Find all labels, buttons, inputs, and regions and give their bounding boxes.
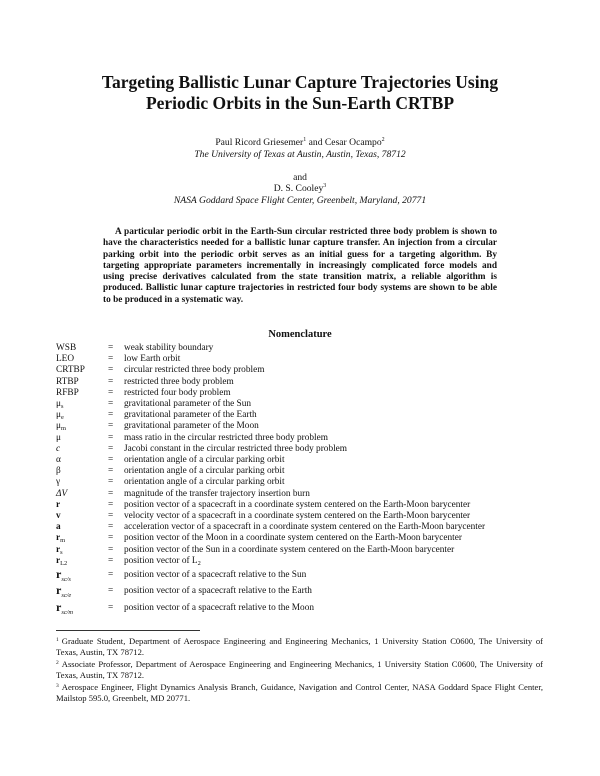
nom-symbol-base: r: [56, 599, 62, 614]
nom-description: position vector of a spacecraft in a coordinate system centered on the Earth-Moon barycenter: [124, 499, 471, 510]
nom-symbol-base: μ: [56, 399, 61, 410]
nom-symbol-base: μ: [56, 410, 61, 421]
nomenclature-row: [56, 489, 485, 500]
footnote-text: Aerospace Engineer, Flight Dynamics Analysis Branch, Guidance, Navigation and Control Center, NASA Goddard Space Flight Center, Mailstop 595.0, Greenbelt, MD 20771.: [56, 682, 543, 703]
nom-symbol: v: [56, 511, 61, 522]
nom-equals: =: [108, 410, 114, 421]
footnotes: [56, 636, 543, 705]
nom-equals: =: [108, 533, 114, 544]
nom-equals: =: [108, 343, 114, 353]
and-separator: and: [293, 172, 307, 183]
nom-symbol-base: r: [56, 566, 62, 581]
nom-equals: =: [108, 544, 114, 555]
nom-description: position vector of a spacecraft relative to the Earth: [124, 586, 312, 597]
nom-symbol: [56, 410, 108, 421]
nomenclature-row: [56, 365, 485, 376]
nom-description: gravitational parameter of the Moon: [124, 421, 259, 432]
footnote-mark: 3: [56, 683, 59, 690]
footnote-text: Graduate Student, Department of Aerospace Engineering and Engineering Mechanics, 1 University Station C0600, The University of Texas, Austin, TX 78712.: [56, 636, 543, 657]
nomenclature-row: [56, 455, 485, 466]
nom-description: gravitational parameter of the Earth: [124, 410, 257, 421]
nomenclature-row: [56, 584, 485, 601]
nom-description: magnitude of the transfer trajectory insertion burn: [124, 488, 310, 499]
nom-description: [124, 556, 485, 567]
nom-equals: =: [108, 387, 114, 398]
nom-equals: =: [108, 477, 114, 488]
nom-symbol: [56, 545, 108, 556]
nom-symbol: [56, 533, 108, 544]
nom-description: restricted three body problem: [124, 376, 234, 387]
nomenclature-row: [56, 377, 485, 388]
nom-equals: =: [108, 354, 114, 365]
paper-title: [60, 72, 540, 114]
nom-description-text: position vector of L: [124, 555, 198, 566]
footnote: [56, 636, 543, 658]
nom-symbol-base: r: [56, 544, 61, 555]
nom-description: gravitational parameter of the Sun: [124, 399, 252, 410]
affiliation-1: The University of Texas at Austin, Austin, Texas, 78712: [194, 149, 406, 160]
nom-description: mass ratio in the circular restricted three body problem: [124, 432, 328, 443]
nom-description: circular restricted three body problem: [124, 365, 265, 376]
author-mark-3: 3: [323, 183, 327, 189]
nom-description: position vector of a spacecraft relative to the Moon: [124, 602, 315, 613]
nom-symbol: [56, 421, 108, 432]
nom-equals: =: [108, 602, 114, 613]
nom-equals: =: [108, 522, 114, 533]
nom-equals: =: [108, 455, 114, 466]
nomenclature-row: [56, 399, 485, 410]
nom-equals: =: [108, 365, 114, 376]
nom-description: orientation angle of a circular parking orbit: [124, 466, 285, 477]
nom-equals: =: [108, 432, 114, 443]
nom-symbol: [56, 399, 108, 410]
author-name-1: Paul Ricord Griesemer: [215, 137, 304, 148]
nom-symbol-sub: L2: [60, 559, 68, 567]
nomenclature-row: [56, 522, 485, 533]
nom-symbol-base: r: [56, 533, 61, 544]
nomenclature-row: [56, 343, 485, 354]
nom-symbol-sub: m: [60, 537, 66, 545]
nom-equals: =: [108, 443, 114, 454]
nom-symbol-sub: s: [60, 548, 63, 556]
nom-description: low Earth orbit: [124, 354, 181, 365]
nomenclature-row: [56, 354, 485, 365]
nomenclature-row: [56, 545, 485, 556]
nomenclature-row: [56, 388, 485, 399]
nom-symbol: [56, 556, 108, 567]
nomenclature-row: [56, 511, 485, 522]
nom-description: position vector of the Sun in a coordinate system centered on the Earth-Moon barycenter: [124, 544, 455, 555]
nom-description: velocity vector of a spacecraft in a coordinate system centered on the Earth-Moon barycenter: [124, 511, 471, 522]
nom-symbol: LEO: [56, 354, 75, 365]
nom-symbol: a: [56, 522, 61, 533]
nomenclature-row: [56, 556, 485, 567]
author-line-1: [0, 137, 600, 148]
nom-equals: =: [108, 511, 114, 522]
nom-description: position vector of a spacecraft relative to the Sun: [124, 569, 307, 580]
author-name-3: D. S. Cooley: [273, 183, 324, 194]
nomenclature-row: [56, 410, 485, 421]
author-mark-1: 1: [303, 137, 307, 143]
nom-symbol: μ: [56, 432, 61, 443]
nom-equals: =: [108, 466, 114, 477]
nomenclature-row: [56, 600, 485, 617]
nomenclature-row: [56, 466, 485, 477]
footnote: [56, 682, 543, 704]
nom-equals: =: [108, 555, 114, 566]
nom-equals: =: [108, 421, 114, 432]
nom-equals: =: [108, 586, 114, 597]
nom-description: Jacobi constant in the circular restricted three body problem: [124, 443, 348, 454]
footnote-text: Associate Professor, Department of Aerospace Engineering and Engineering Mechanics, 1 University Station C0600, The University of Texas, Austin, TX 78712.: [56, 659, 543, 680]
nom-symbol-base: r: [56, 555, 61, 566]
nom-symbol-base: μ: [56, 421, 61, 432]
footnote-mark: 1: [56, 637, 59, 643]
nom-description: restricted four body problem: [124, 387, 231, 398]
nom-symbol-sub: sc/m: [61, 608, 74, 616]
nom-symbol-sub: m: [60, 425, 66, 433]
nom-symbol: γ: [56, 477, 61, 488]
nom-equals: =: [108, 569, 114, 580]
nom-equals: =: [108, 399, 114, 410]
nomenclature-heading: Nomenclature: [268, 329, 332, 340]
nom-symbol: [56, 600, 108, 617]
nomenclature-row: [56, 444, 485, 455]
nomenclature-row: [56, 477, 485, 488]
footnote-divider: [56, 630, 200, 631]
affiliation-2: NASA Goddard Space Flight Center, Greenbelt, Maryland, 20771: [173, 195, 427, 206]
nom-symbol: r: [56, 499, 61, 510]
abstract: A particular periodic orbit in the Earth-Sun circular restricted three body problem is shown to have the characteristics needed for a ballistic lunar capture transfer. An injection from a circular parking orbit into the periodic orbit serves as an initial guess for a targeting algorithm. By targeting appropriate parameters incrementally in increasingly complicated force models and using precise derivatives calculated from the state transition matrix, a reliable algorithm is produced. Ballistic lunar capture trajectories in restricted four body systems are shown to be able to be produced in a systematic way.: [103, 227, 497, 305]
title-line-2: Periodic Orbits in the Sun-Earth CRTBP: [145, 93, 455, 113]
nom-symbol: ΔV: [56, 488, 68, 499]
nom-symbol-sub: e: [60, 414, 64, 422]
nomenclature-table: [56, 343, 485, 617]
nom-description-sub: 2: [197, 559, 201, 567]
nom-symbol: α: [56, 455, 61, 466]
nom-symbol: c: [56, 443, 61, 454]
nom-description: position vector of the Moon in a coordinate system centered on the Earth-Moon barycenter: [124, 533, 462, 544]
nom-symbol: RTBP: [56, 376, 79, 387]
nomenclature-row: [56, 433, 485, 444]
nom-equals: =: [108, 376, 114, 387]
nom-symbol: WSB: [56, 343, 77, 353]
author-conj: and: [306, 137, 325, 148]
nom-symbol-sub: sc/e: [61, 592, 72, 600]
nom-symbol: [56, 567, 108, 584]
nomenclature-row: [56, 533, 485, 544]
nom-symbol: [56, 584, 108, 601]
nom-equals: =: [108, 499, 114, 510]
author-name-2: Cesar Ocampo: [324, 137, 382, 148]
nomenclature-row: [56, 421, 485, 432]
nom-description: weak stability boundary: [124, 343, 214, 353]
author-line-3: [0, 183, 600, 194]
nom-symbol: RFBP: [56, 387, 79, 398]
footnote: [56, 659, 543, 681]
nom-symbol: β: [56, 466, 61, 477]
nomenclature-row: [56, 500, 485, 511]
nom-description: acceleration vector of a spacecraft in a coordinate system centered on the Earth-Moon barycenter: [124, 522, 486, 533]
nom-symbol: CRTBP: [56, 365, 85, 376]
nomenclature-row: [56, 567, 485, 584]
nom-description: orientation angle of a circular parking orbit: [124, 477, 285, 488]
nom-symbol-base: r: [56, 583, 62, 598]
nom-symbol-sub: sc/s: [61, 575, 71, 583]
author-mark-2: 2: [381, 137, 385, 143]
nom-equals: =: [108, 488, 114, 499]
footnote-mark: 2: [56, 660, 59, 667]
title-line-1: Targeting Ballistic Lunar Capture Trajectories Using: [101, 72, 499, 92]
nom-description: orientation angle of a circular parking orbit: [124, 455, 285, 466]
nom-symbol-sub: s: [60, 403, 64, 411]
